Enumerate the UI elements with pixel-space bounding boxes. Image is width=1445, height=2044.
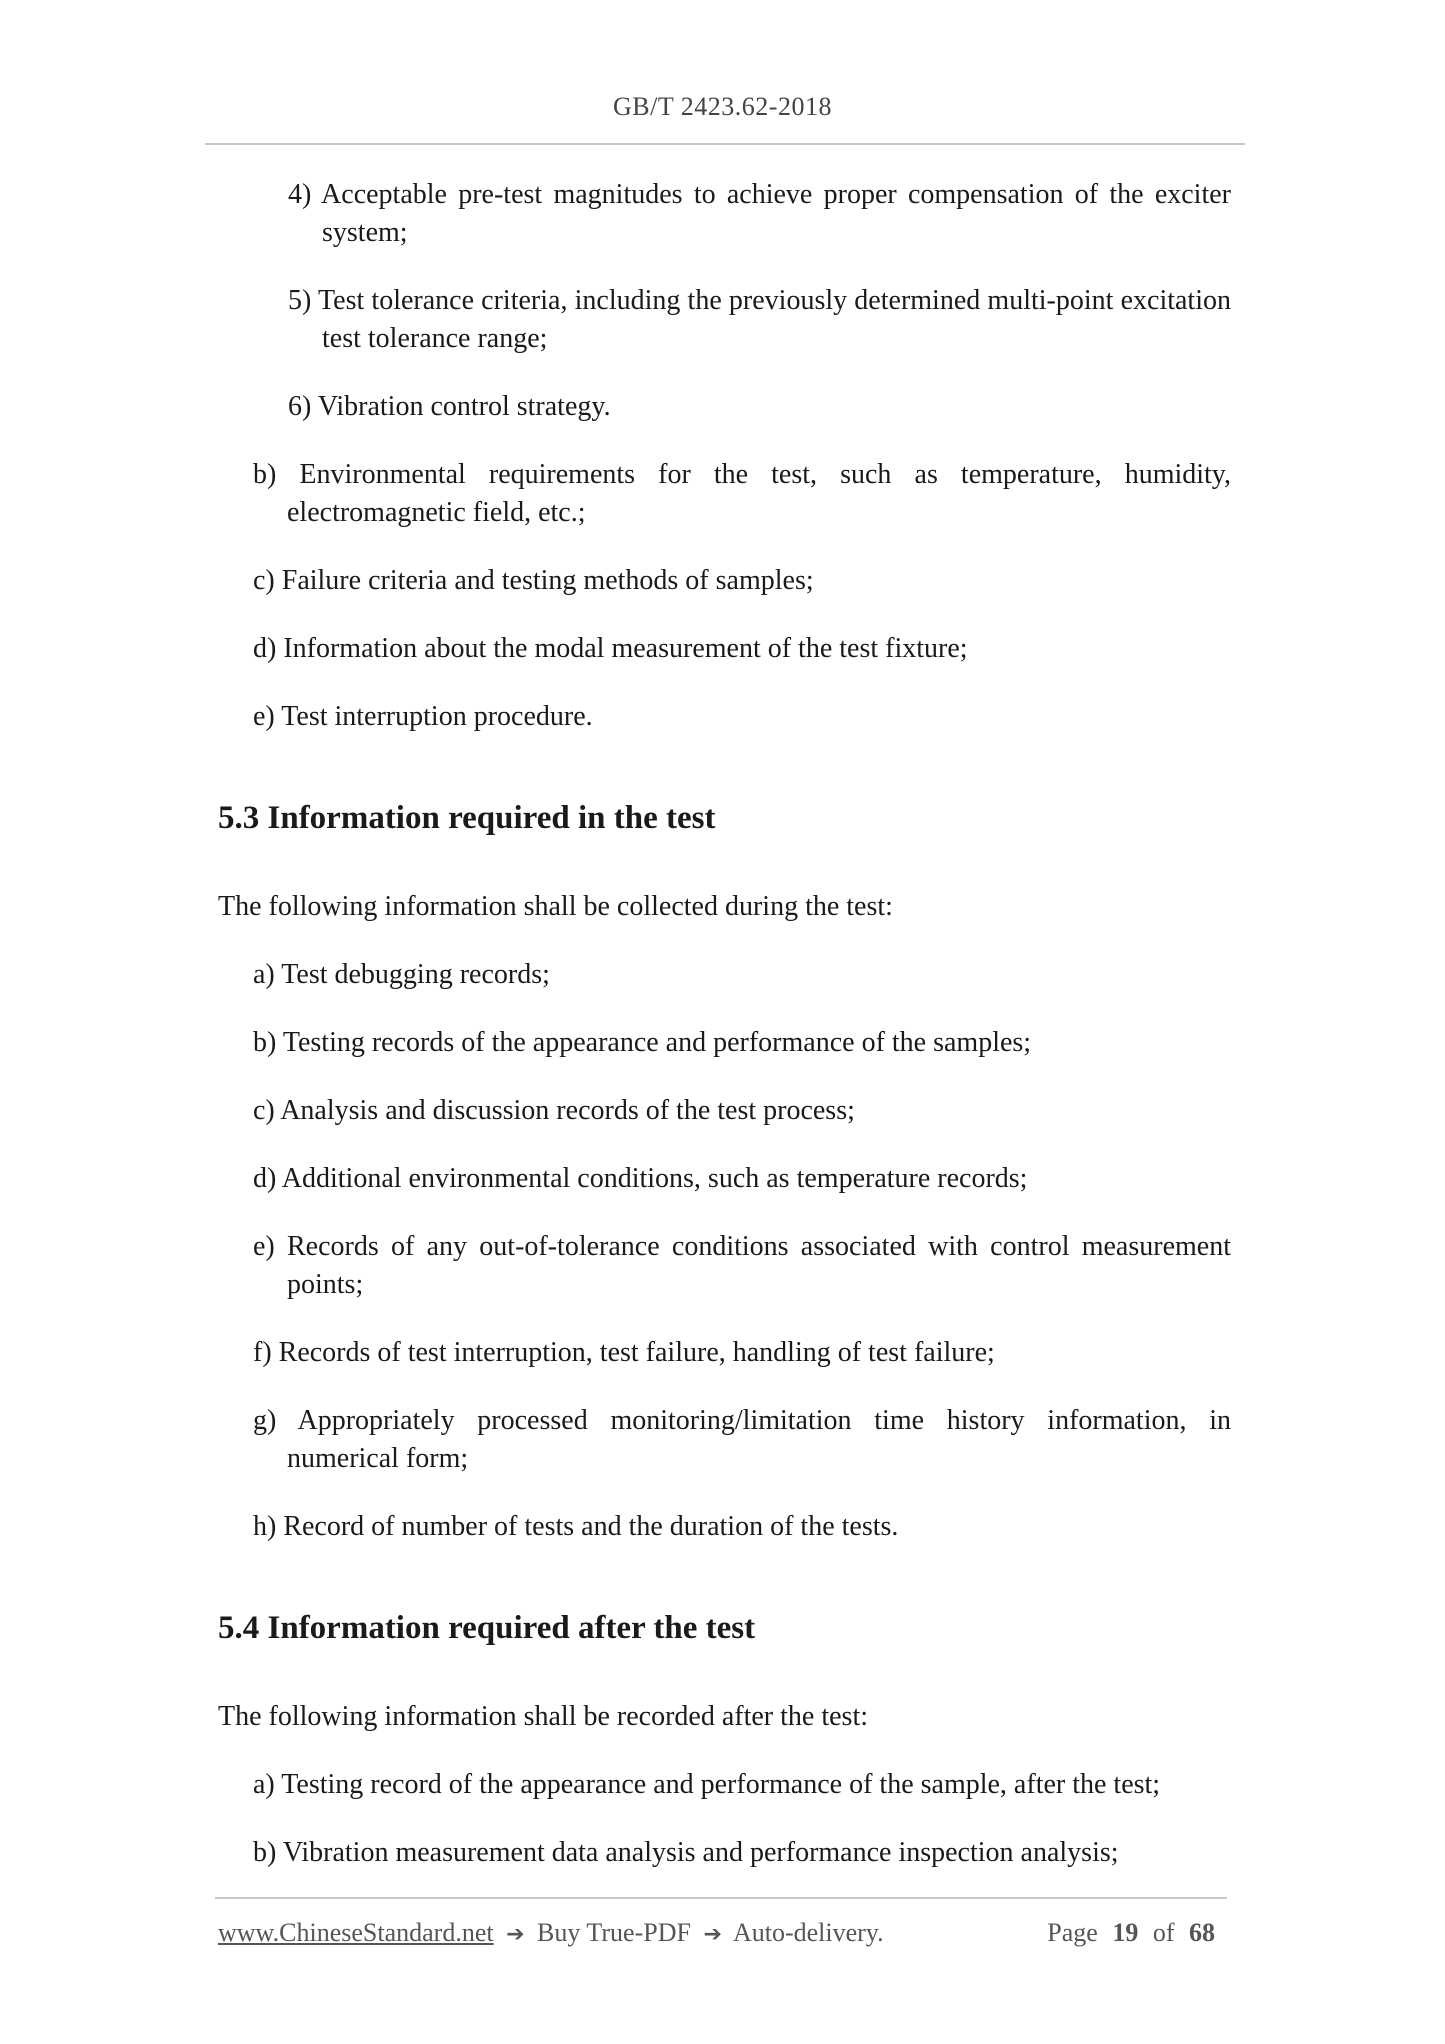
right-arrow-icon: ➔ — [506, 1922, 525, 1947]
list-item: a) Test debugging records; — [253, 959, 550, 990]
list-item: f) Records of test interruption, test failure, handling of test failure; — [253, 1337, 995, 1368]
list-item: c) Failure criteria and testing methods of samples; — [253, 565, 814, 596]
list-item: g) Appropriately processed monitoring/limitation time history information, in numerical form; — [253, 1405, 1231, 1474]
footer-promo — [218, 1918, 884, 1948]
section-heading-5-3: 5.3 Information required in the test — [218, 800, 716, 836]
page-header — [0, 92, 1445, 122]
page-number — [1047, 1918, 1223, 1948]
document-id: GB/T 2423.62-2018 — [613, 92, 832, 121]
list-item: 6) Vibration control strategy. — [288, 391, 611, 422]
list-item: 5) Test tolerance criteria, including the previously determined multi-point excitation test tolerance range; — [288, 285, 1231, 354]
footer-step-buy: Buy True-PDF — [537, 1918, 691, 1947]
footer-divider — [215, 1897, 1227, 1899]
list-item: a) Testing record of the appearance and performance of the sample, after the test; — [253, 1769, 1161, 1800]
list-item: b) Testing records of the appearance and performance of the samples; — [253, 1027, 1032, 1058]
list-item: c) Analysis and discussion records of the test process; — [253, 1095, 855, 1126]
list-item: 4) Acceptable pre-test magnitudes to achieve proper compensation of the exciter system; — [288, 179, 1231, 248]
section-heading-5-4: 5.4 Information required after the test — [218, 1610, 756, 1646]
page-total: 68 — [1189, 1918, 1215, 1947]
list-item: d) Information about the modal measurement of the test fixture; — [253, 633, 968, 664]
section-intro: The following information shall be recorded after the test: — [218, 1701, 869, 1732]
right-arrow-icon: ➔ — [703, 1922, 722, 1947]
page-of-label: of — [1152, 1918, 1175, 1947]
page-current: 19 — [1112, 1918, 1139, 1947]
page-content — [218, 176, 1231, 1902]
list-item: b) Vibration measurement data analysis and performance inspection analysis; — [253, 1837, 1119, 1868]
list-item: h) Record of number of tests and the duration of the tests. — [253, 1511, 899, 1542]
list-item: e) Records of any out-of-tolerance conditions associated with control measurement points; — [253, 1231, 1231, 1300]
list-item: e) Test interruption procedure. — [253, 701, 593, 732]
header-divider — [205, 143, 1245, 145]
section-intro: The following information shall be collected during the test: — [218, 891, 893, 922]
footer-step-delivery: Auto-delivery. — [732, 1918, 884, 1947]
list-item: b) Environmental requirements for the test, such as temperature, humidity, electromagnetic field, etc.; — [253, 459, 1231, 528]
site-link[interactable]: www.ChineseStandard.net — [218, 1918, 494, 1947]
page-label: Page — [1047, 1918, 1098, 1947]
list-item: d) Additional environmental conditions, such as temperature records; — [253, 1163, 1028, 1194]
